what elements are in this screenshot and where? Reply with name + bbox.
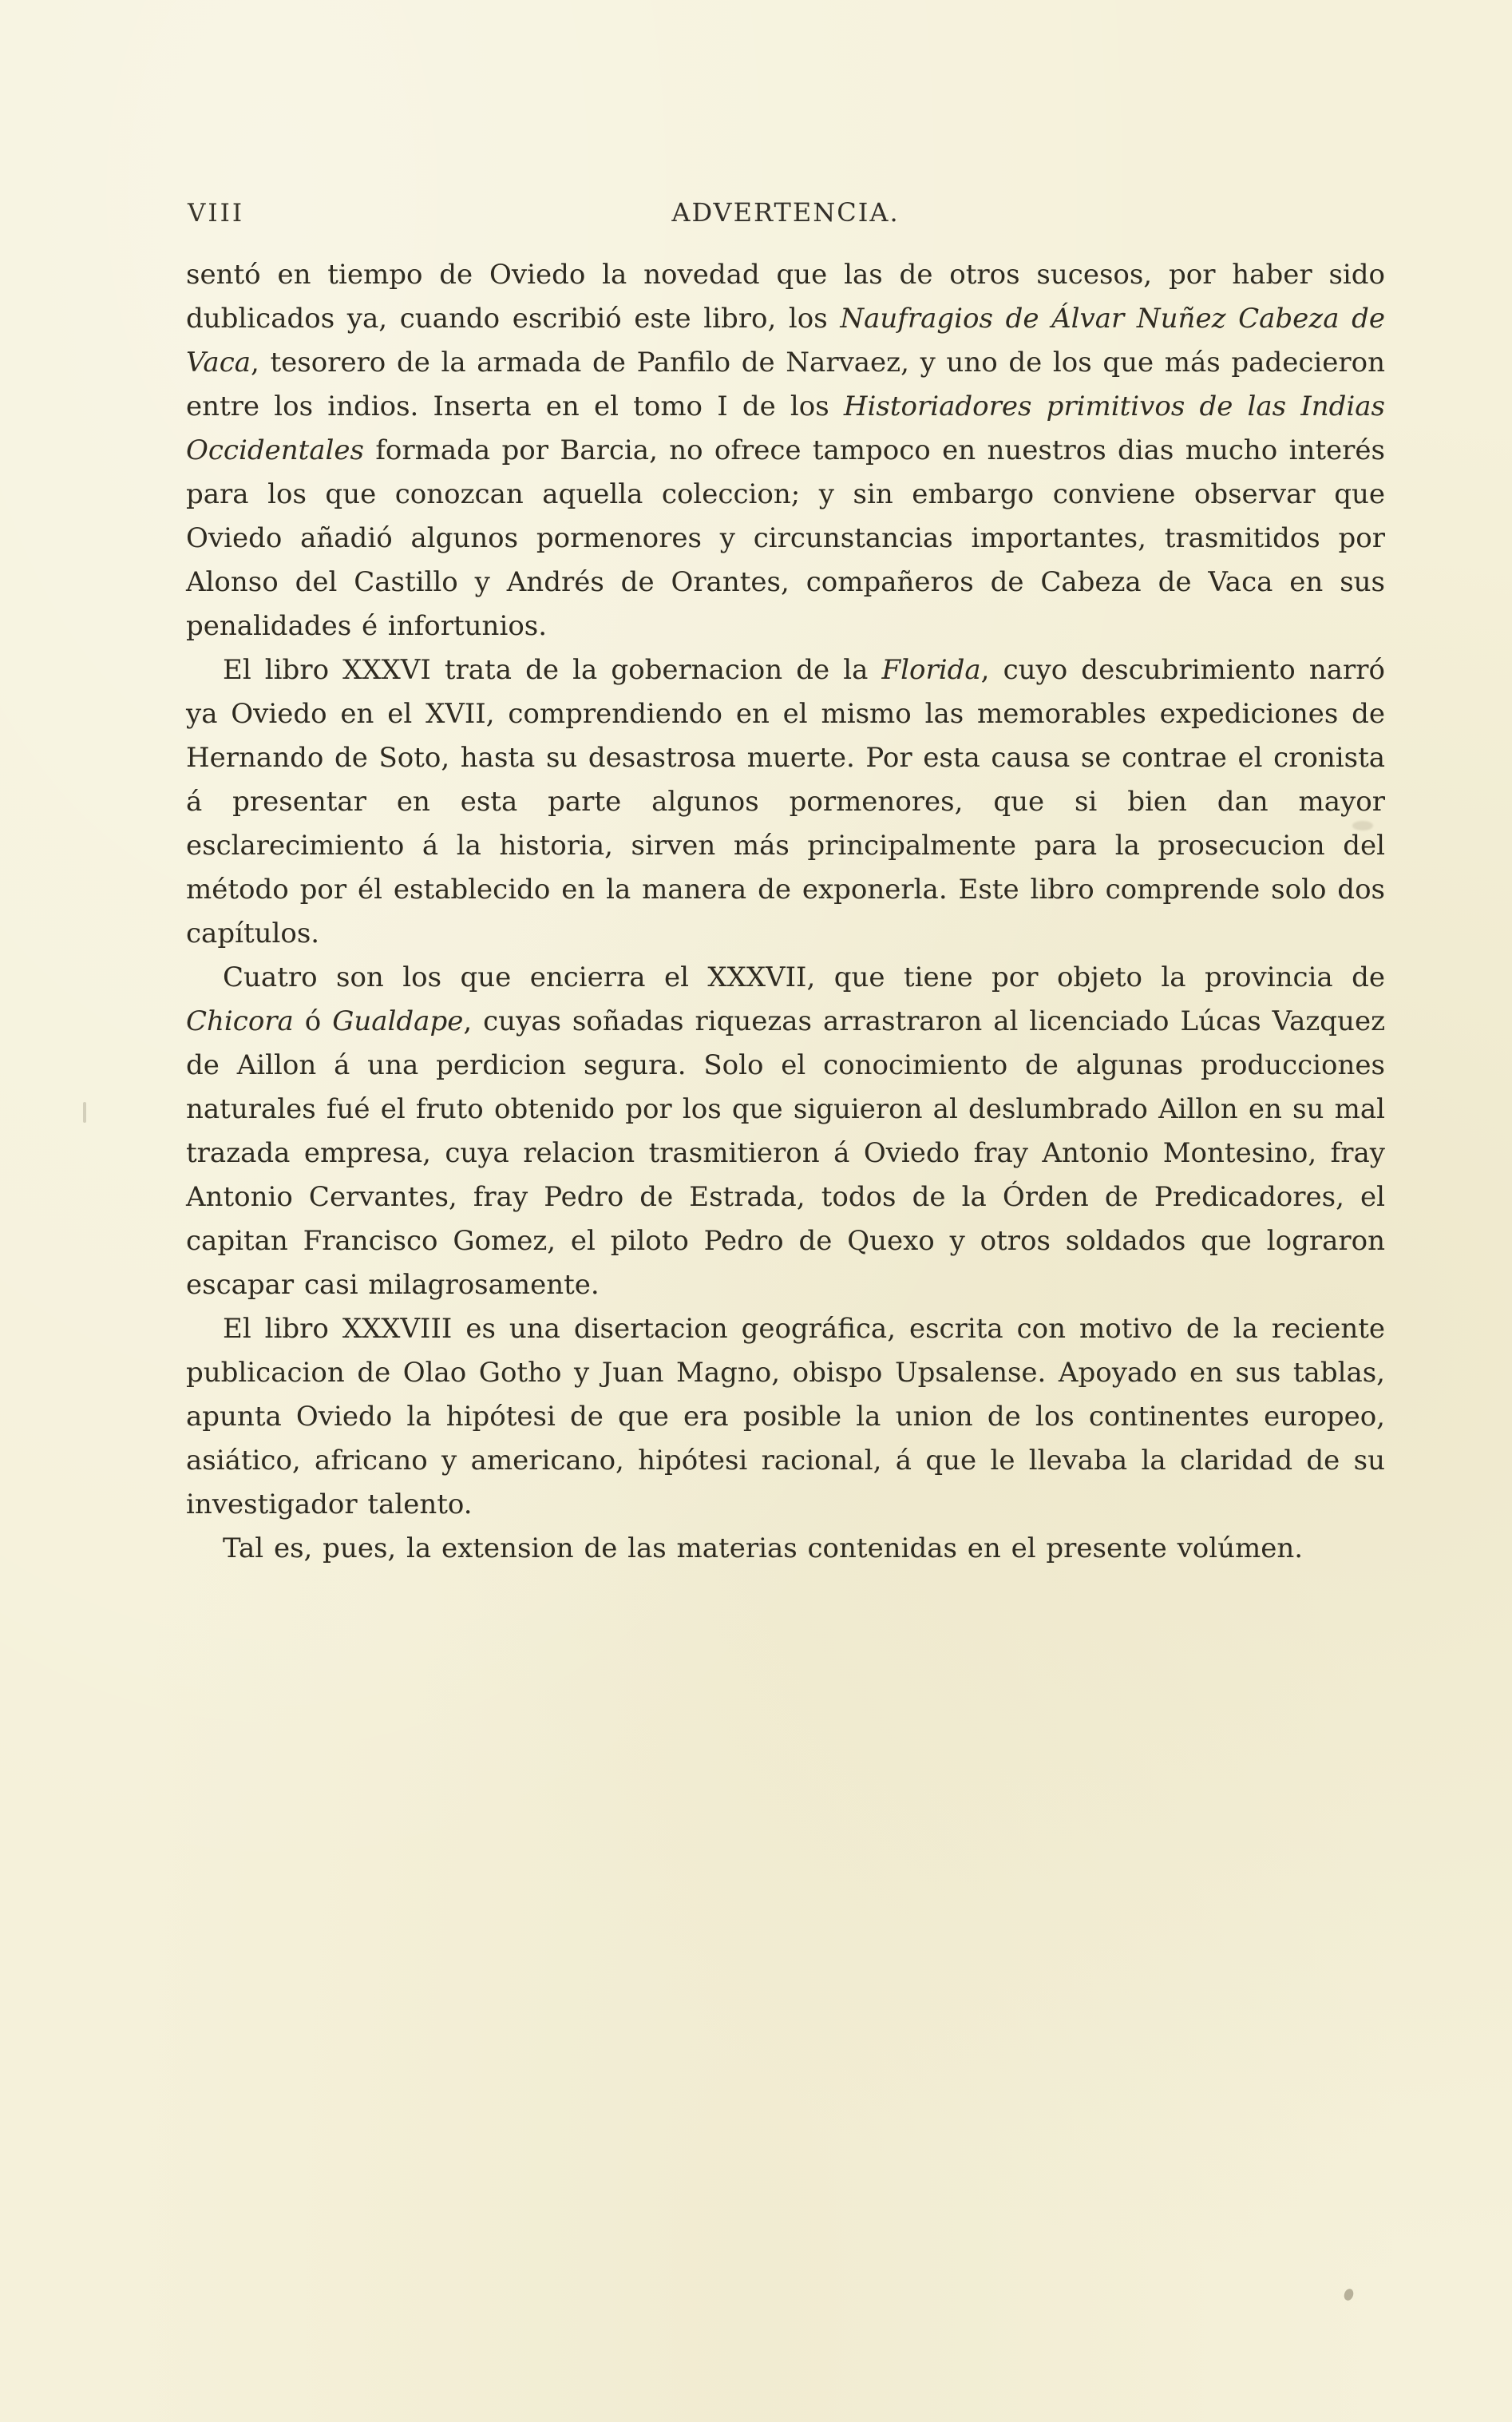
body-text: [186, 253, 1385, 1571]
text-run: , cuyo descubrimiento narró ya Oviedo en el XVII, comprendiendo en el mismo las memorables expediciones de Hernando de Soto, hasta su desastrosa muerte. Por esta causa se contrae el cronista á presentar en esta parte algunos pormenores, que si bien dan mayor esclarecimiento á la historia, sirven más principalmente para la prosecucion del método por él establecido en la manera de exponerla. Este libro comprende solo dos capítulos.: [186, 654, 1385, 949]
italic-text-run: Gualdape: [332, 1005, 464, 1037]
paragraph: [186, 1307, 1385, 1527]
italic-text-run: Historiadores primitivos de las Indias Occidentales: [186, 390, 1386, 466]
paragraph: [186, 1527, 1385, 1571]
page-number: VIII: [188, 199, 245, 228]
paper-stain: [83, 1102, 86, 1123]
italic-text-run: Naufragios de Álvar Nuñez Cabeza de Vaca: [186, 303, 1386, 379]
page-header: [186, 197, 1385, 234]
paper-stain: [1343, 2288, 1355, 2302]
text-run: El libro XXXVI trata de la gobernacion de la: [223, 654, 882, 686]
paper-stain: [1352, 821, 1373, 830]
running-title: ADVERTENCIA.: [671, 197, 900, 228]
text-run: ó: [293, 1005, 333, 1037]
text-run: El libro XXXVIII es una disertacion geográfica, escrita con motivo de la reciente publicacion de Olao Gotho y Juan Magno, obispo Upsalense. Apoyado en sus tablas, apunta Oviedo la hipótesi de que era posible la union de los continentes europeo, asiático, africano y americano, hipótesi racional, á que le llevaba la claridad de su investigador talento.: [186, 1313, 1385, 1520]
text-run: sentó en tiempo de Oviedo la novedad que las de otros sucesos, por haber sido dublicados ya, cuando escribió este libro, los: [186, 259, 1385, 335]
text-run: , cuyas soñadas riquezas arrastraron al licenciado Lúcas Vazquez de Aillon á una perdicion segura. Solo el conocimiento de algunas producciones naturales fué el fruto obtenido por los que siguieron al deslumbrado Aillon en su mal trazada empresa, cuya relacion trasmitieron á Oviedo fray Antonio Montesino, fray Antonio Cervantes, fray Pedro de Estrada, todos de la Órden de Predicadores, el capitan Francisco Gomez, el piloto Pedro de Quexo y otros soldados que lograron escapar casi milagrosamente.: [186, 1005, 1385, 1301]
text-run: , tesorero de la armada de Panfilo de Narvaez, y uno de los que más padecieron entre los indios. Inserta en el tomo I de los: [186, 347, 1385, 422]
paragraph: [186, 956, 1385, 1307]
paragraph: [186, 253, 1385, 648]
text-run: Cuatro son los que encierra el XXXVII, que tiene por objeto la provincia de: [223, 961, 1385, 993]
italic-text-run: Chicora: [186, 1005, 294, 1037]
italic-text-run: Florida: [881, 654, 981, 686]
paragraph: [186, 648, 1385, 956]
text-run: Tal es, pues, la extension de las materias contenidas en el presente volúmen.: [223, 1532, 1304, 1564]
text-run: formada por Barcia, no ofrece tampoco en nuestros dias mucho interés para los que conozcan aquella coleccion; y sin embargo conviene observar que Oviedo añadió algunos pormenores y circunstancias importantes, trasmitidos por Alonso del Castillo y Andrés de Orantes, compañeros de Cabeza de Vaca en sus penalidades é infortunios.: [186, 434, 1385, 642]
text-block: [186, 197, 1385, 1571]
